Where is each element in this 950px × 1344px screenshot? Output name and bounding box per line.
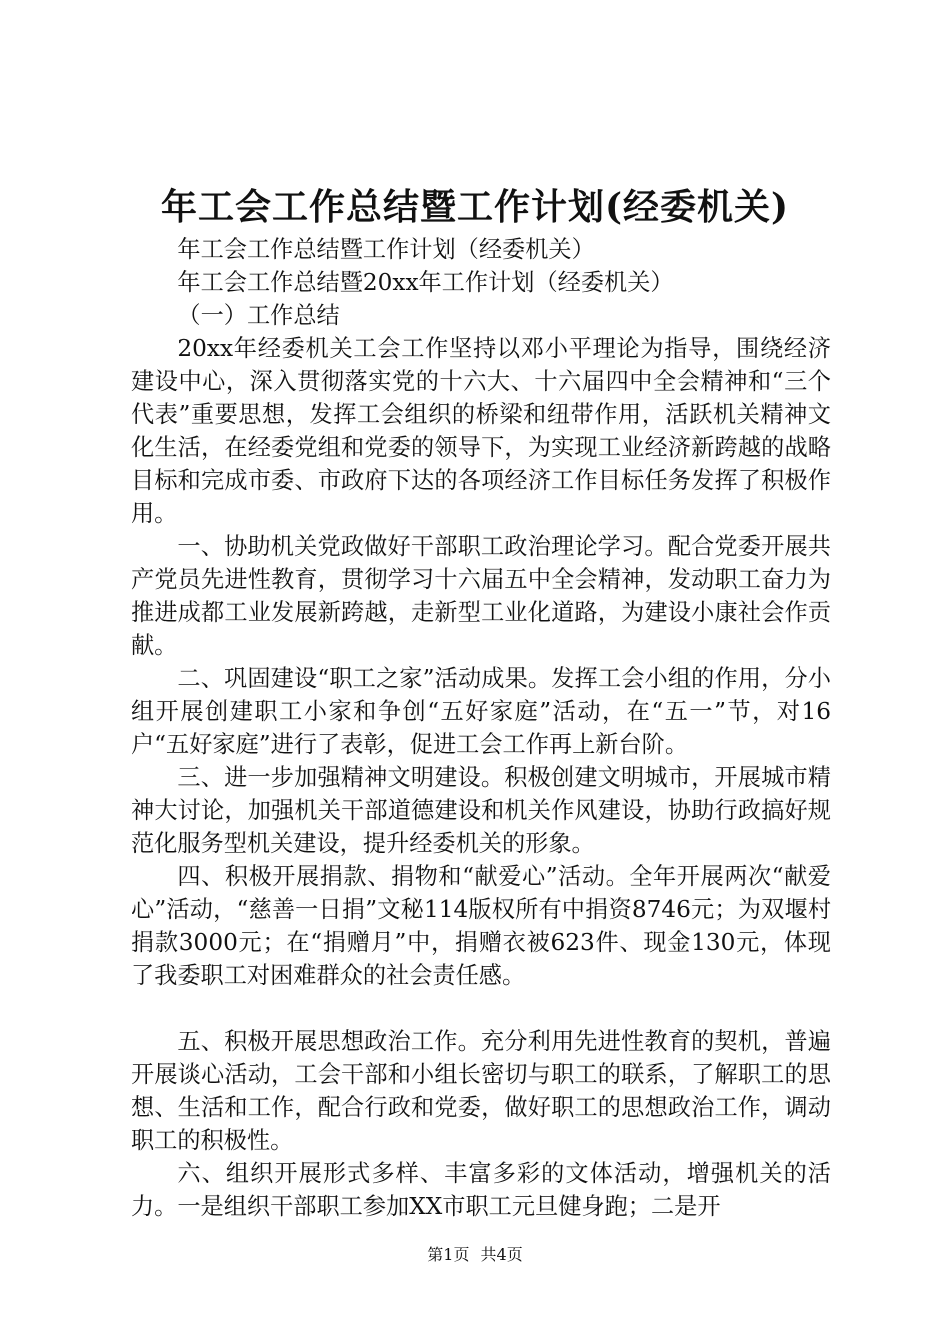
body-paragraph: 五、积极开展思想政治工作。充分利用先进性教育的契机，普遍开展谈心活动，工会干部和小组长密切与职工的联系，了解职工的思想、生活和工作，配合行政和党委，做好职工的思想政治工作，调动职工的积极性。: [131, 1028, 831, 1154]
page-number: 第1页: [427, 1245, 470, 1264]
body-paragraph: 四、积极开展捐款、捐物和“献爱心”活动。全年开展两次“献爱心”活动，“慈善一日捐”文秘114版权所有中捐资8746元；为双堰村捐款3000元；在“捐赠月”中，捐赠衣被623件、现金130元，体现了我委职工对困难群众的社会责任感。: [131, 863, 831, 989]
section-heading: （一）工作总结: [177, 302, 340, 329]
page-total: 共4页: [480, 1245, 523, 1264]
document-body: [131, 233, 831, 1223]
body-paragraph: 一、协助机关党政做好干部职工政治理论学习。配合党委开展共产党员先进性教育，贯彻学习十六届五中全会精神，发动职工奋力为推进成都工业发展新跨越，走新型工业化道路，为建设小康社会作贡献。: [131, 533, 831, 659]
page-footer: [0, 1244, 950, 1266]
subtitle-line: 年工会工作总结暨20xx年工作计划（经委机关）: [177, 269, 674, 296]
body-paragraph: 三、进一步加强精神文明建设。积极创建文明城市，开展城市精神大讨论，加强机关干部道德建设和机关作风建设，协助行政搞好规范化服务型机关建设，提升经委机关的形象。: [131, 764, 831, 857]
document-title: 年工会工作总结暨工作计划(经委机关): [160, 186, 790, 228]
body-paragraph: 20xx年经委机关工会工作坚持以邓小平理论为指导，围绕经济建设中心，深入贯彻落实党的十六大、十六届四中全会精神和“三个代表”重要思想，发挥工会组织的桥梁和纽带作用，活跃机关精神文化生活，在经委党组和党委的领导下，为实现工业经济新跨越的战略目标和完成市委、市政府下达的各项经济工作目标任务发挥了积极作用。: [131, 335, 831, 527]
body-paragraph: 二、巩固建设“职工之家”活动成果。发挥工会小组的作用，分小组开展创建职工小家和争创“五好家庭”活动，在“五一”节，对16户“五好家庭”进行了表彰，促进工会工作再上新台阶。: [131, 665, 831, 758]
subtitle-line: 年工会工作总结暨工作计划（经委机关）: [177, 236, 595, 263]
body-paragraph: 六、组织开展形式多样、丰富多彩的文体活动，增强机关的活力。一是组织干部职工参加XX市职工元旦健身跑；二是开: [131, 1160, 831, 1220]
